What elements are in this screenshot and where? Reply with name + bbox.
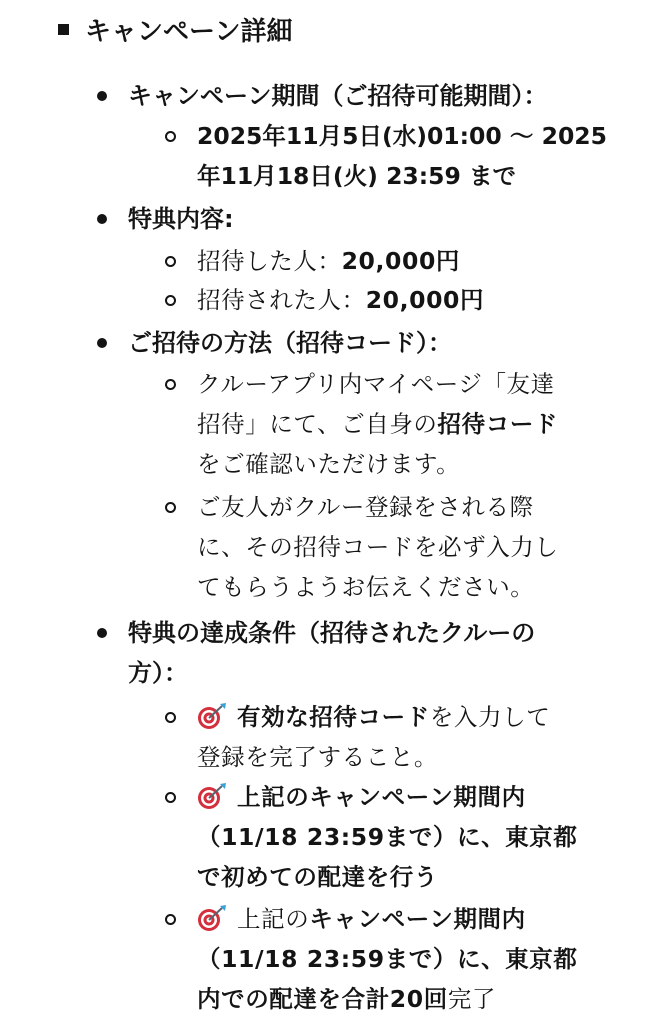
conditions-label-line2: 方）： <box>128 659 188 687</box>
condition3-line2: （11/18 23:59まで）に、東京都 <box>197 945 578 973</box>
condition3-line3-a: 内での配達を合計20回 <box>197 985 448 1013</box>
sub-item-condition-1 <box>160 697 630 777</box>
sub-item-method-code <box>160 364 630 484</box>
condition3-line3-b: 完了 <box>447 985 497 1013</box>
inviter-amount: 20,000円 <box>341 247 460 275</box>
sub-item-method-input <box>160 487 630 607</box>
benefits-label: 特典内容: <box>128 205 234 233</box>
sub-item-period-dates <box>160 116 640 196</box>
period-label: キャンペーン期間（ご招待可能期間）： <box>128 82 548 110</box>
condition1-line2: 登録を完了すること。 <box>197 743 438 771</box>
direct-hit-icon <box>197 702 227 730</box>
direct-hit-icon <box>197 782 227 810</box>
condition2-line2: （11/18 23:59まで）に、東京都 <box>197 823 578 851</box>
bullet-circle-icon <box>165 712 176 723</box>
condition2-line3: で初めての配達を行う <box>197 863 438 891</box>
method-label: ご招待の方法（招待コード）： <box>128 329 452 357</box>
direct-hit-icon <box>197 904 227 932</box>
bullet-circle-icon <box>165 379 176 390</box>
list-item-benefits <box>95 199 655 239</box>
condition3-line1-b: キャンペーン期間内 <box>309 905 526 933</box>
condition2-line1: 上記のキャンペーン期間内 <box>237 783 526 811</box>
inviter-prefix: 招待した人： <box>197 247 342 275</box>
bullet-dot-icon <box>97 91 107 101</box>
bullet-circle-icon <box>165 295 176 306</box>
period-line-1: 2025年11月5日(水)01:00 〜 2025 <box>197 122 608 150</box>
method-item2-line2: に、その招待コードを必ず入力し <box>197 533 559 561</box>
condition1-line1-a: 有効な招待コード <box>237 703 430 731</box>
method-item2-line1: ご友人がクルー登録をされる際 <box>197 493 534 521</box>
bullet-circle-icon <box>165 914 176 925</box>
method-item1-line3: をご確認いただけます。 <box>197 450 461 478</box>
method-item1-line2-a: 招待」にて、ご自身の <box>197 410 438 438</box>
sub-item-inviter-reward <box>160 241 630 281</box>
sub-item-condition-2 <box>160 777 630 897</box>
sub-item-invitee-reward <box>160 280 630 320</box>
method-item1-line2-b: 招待コード <box>437 410 559 438</box>
invitee-amount: 20,000円 <box>365 286 485 314</box>
list-item-conditions <box>95 613 655 693</box>
heading-text: キャンペーン詳細 <box>85 16 293 47</box>
bullet-circle-icon <box>165 792 176 803</box>
invitee-prefix: 招待された人： <box>197 286 366 314</box>
square-bullet-icon <box>58 24 69 35</box>
method-item2-line3: てもらうようお伝えください。 <box>197 573 535 601</box>
list-item-method <box>95 323 655 363</box>
method-item1-line1: クルーアプリ内マイページ「友達 <box>197 370 555 398</box>
bullet-circle-icon <box>165 131 176 142</box>
conditions-label-line1: 特典の達成条件（招待されたクルーの <box>128 619 536 647</box>
condition1-line1-b: を入力して <box>429 703 551 731</box>
bullet-dot-icon <box>97 214 107 224</box>
section-heading <box>58 9 292 49</box>
bullet-circle-icon <box>165 256 176 267</box>
period-line-2: 年11月18日(火) 23:59 まで <box>197 162 517 190</box>
list-item-period <box>95 76 655 116</box>
sub-item-condition-3 <box>160 899 630 1019</box>
condition3-line1-a: 上記の <box>237 905 310 933</box>
bullet-circle-icon <box>165 502 176 513</box>
bullet-dot-icon <box>97 628 107 638</box>
bullet-dot-icon <box>97 338 107 348</box>
